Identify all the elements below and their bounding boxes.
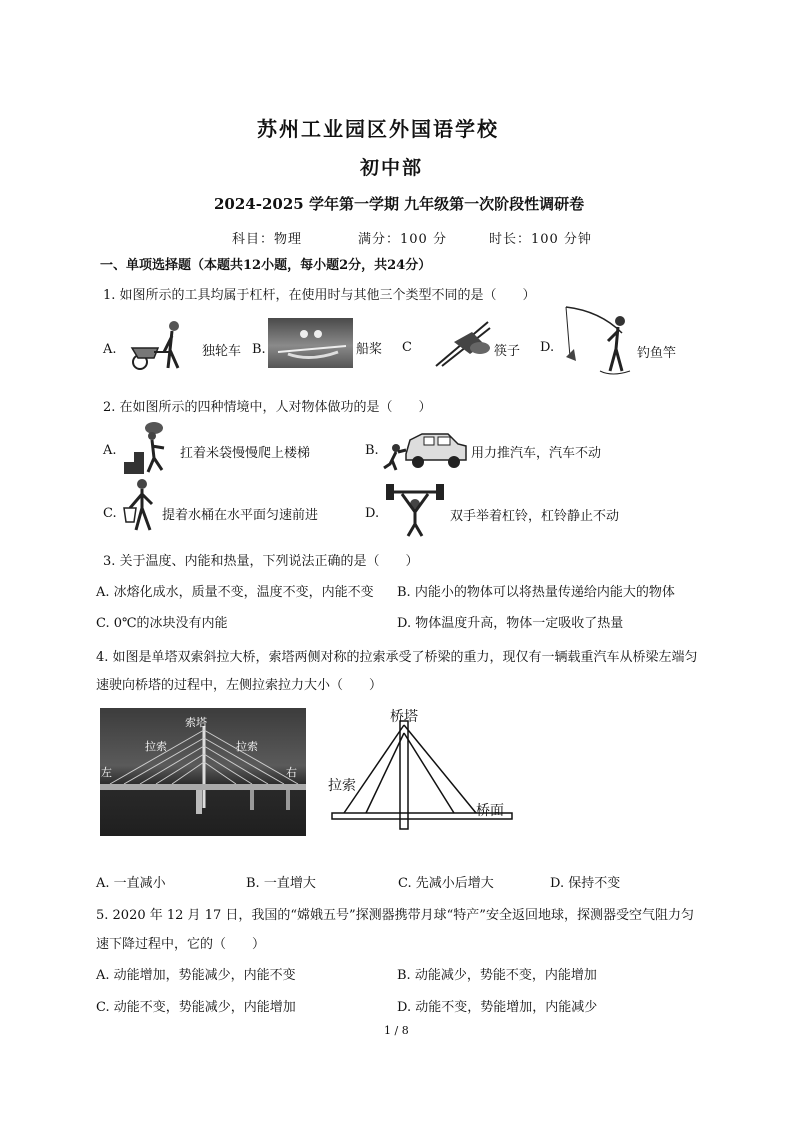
q1-option-c-label: 筷子 bbox=[494, 344, 521, 359]
q3-option-c: C. 0℃的冰块没有内能 bbox=[96, 616, 228, 631]
photo-left-label: 左 bbox=[101, 766, 112, 779]
wheelbarrow-image bbox=[128, 318, 190, 374]
q4-option-c: C. 先减小后增大 bbox=[398, 876, 494, 891]
q4-option-d: D. 保持不变 bbox=[550, 876, 621, 891]
page-number: 1 / 8 bbox=[384, 1024, 409, 1037]
school-title: 苏州工业园区外国语学校 bbox=[257, 117, 499, 141]
q2-option-c-letter: C. bbox=[103, 506, 117, 521]
question-3-stem: 3. 关于温度、内能和热量，下列说法正确的是（ ） bbox=[103, 554, 419, 569]
weightlifter-image bbox=[384, 482, 446, 538]
q2-option-b-letter: B. bbox=[365, 443, 379, 458]
diagram-cable-label: 拉索 bbox=[328, 778, 356, 794]
q1-option-b-label: 船桨 bbox=[356, 342, 383, 357]
q3-option-b: B. 内能小的物体可以将热量传递给内能大的物体 bbox=[397, 585, 675, 600]
diagram-deck-label: 桥面 bbox=[476, 803, 504, 819]
rowing-figures bbox=[268, 318, 353, 368]
question-1-stem: 1. 如图所示的工具均属于杠杆，在使用时与其他三个类型不同的是（ ） bbox=[103, 288, 536, 303]
q1-option-d-letter: D. bbox=[540, 340, 555, 355]
q2-option-a-label: 扛着米袋慢慢爬上楼梯 bbox=[180, 446, 311, 461]
q1-option-d-label: 钓鱼竿 bbox=[637, 346, 677, 361]
photo-cable-right-label: 拉索 bbox=[236, 740, 258, 753]
chopsticks-image bbox=[432, 318, 492, 368]
q1-option-c-letter: C bbox=[402, 340, 412, 355]
section-title: 一、单项选择题（本题共12小题，每小题2分，共24分） bbox=[100, 258, 432, 273]
exam-meta: 科目：物理 满分：100 分 时长：100 分钟 bbox=[232, 232, 592, 247]
fishing-rod-image bbox=[560, 305, 635, 380]
question-4-stem-line2: 速驶向桥塔的过程中，左侧拉索拉力大小（ ） bbox=[96, 678, 383, 693]
question-4-stem-line1: 4. 如图是单塔双索斜拉大桥，索塔两侧对称的拉索承受了桥梁的重力，现仅有一辆载重汽车从桥梁左端匀 bbox=[96, 650, 698, 665]
q5-option-b: B. 动能减少，势能不变，内能增加 bbox=[397, 968, 597, 983]
q3-option-d: D. 物体温度升高，物体一定吸收了热量 bbox=[397, 616, 624, 631]
exam-title: 2024-2025 学年第一学期 九年级第一次阶段性调研卷 bbox=[214, 195, 585, 213]
photo-cable-left-label: 拉索 bbox=[145, 740, 167, 753]
q2-option-b-label: 用力推汽车，汽车不动 bbox=[471, 446, 602, 461]
q4-option-b: B. 一直增大 bbox=[246, 876, 316, 891]
q1-option-a-label: 独轮车 bbox=[202, 344, 242, 359]
question-5-stem-line1: 5. 2020 年 12 月 17 日，我国的“嫦娥五号”探测器携带月球“特产”安全返回地球，探测器受空气阻力匀 bbox=[96, 908, 694, 923]
q4-option-a: A. 一直减小 bbox=[96, 876, 166, 891]
q3-option-a: A. 冰熔化成水，质量不变，温度不变，内能不变 bbox=[96, 585, 374, 600]
q5-option-d: D. 动能不变，势能增加，内能减少 bbox=[397, 1000, 598, 1015]
q2-option-c-label: 提着水桶在水平面匀速前进 bbox=[162, 508, 319, 523]
q5-option-a: A. 动能增加，势能减少，内能不变 bbox=[96, 968, 296, 983]
stair-climber-image bbox=[124, 418, 176, 474]
q1-option-b-letter: B. bbox=[252, 342, 266, 357]
q1-option-a-letter: A. bbox=[103, 342, 117, 357]
q5-option-c: C. 动能不变，势能减少，内能增加 bbox=[96, 1000, 296, 1015]
q2-option-d-label: 双手举着杠铃，杠铃静止不动 bbox=[450, 509, 620, 524]
question-2-stem: 2. 在如图所示的四种情境中，人对物体做功的是（ ） bbox=[103, 400, 432, 415]
pushing-car-image bbox=[382, 424, 468, 472]
q2-option-a-letter: A. bbox=[103, 443, 117, 458]
diagram-tower-label: 桥塔 bbox=[390, 709, 418, 725]
question-5-stem-line2: 速下降过程中，它的（ ） bbox=[96, 937, 266, 952]
q2-option-d-letter: D. bbox=[365, 506, 380, 521]
bucket-carrier-image bbox=[122, 478, 162, 534]
division-title: 初中部 bbox=[360, 157, 424, 179]
photo-right-label: 右 bbox=[286, 766, 297, 779]
photo-tower-label: 索塔 bbox=[185, 716, 207, 729]
